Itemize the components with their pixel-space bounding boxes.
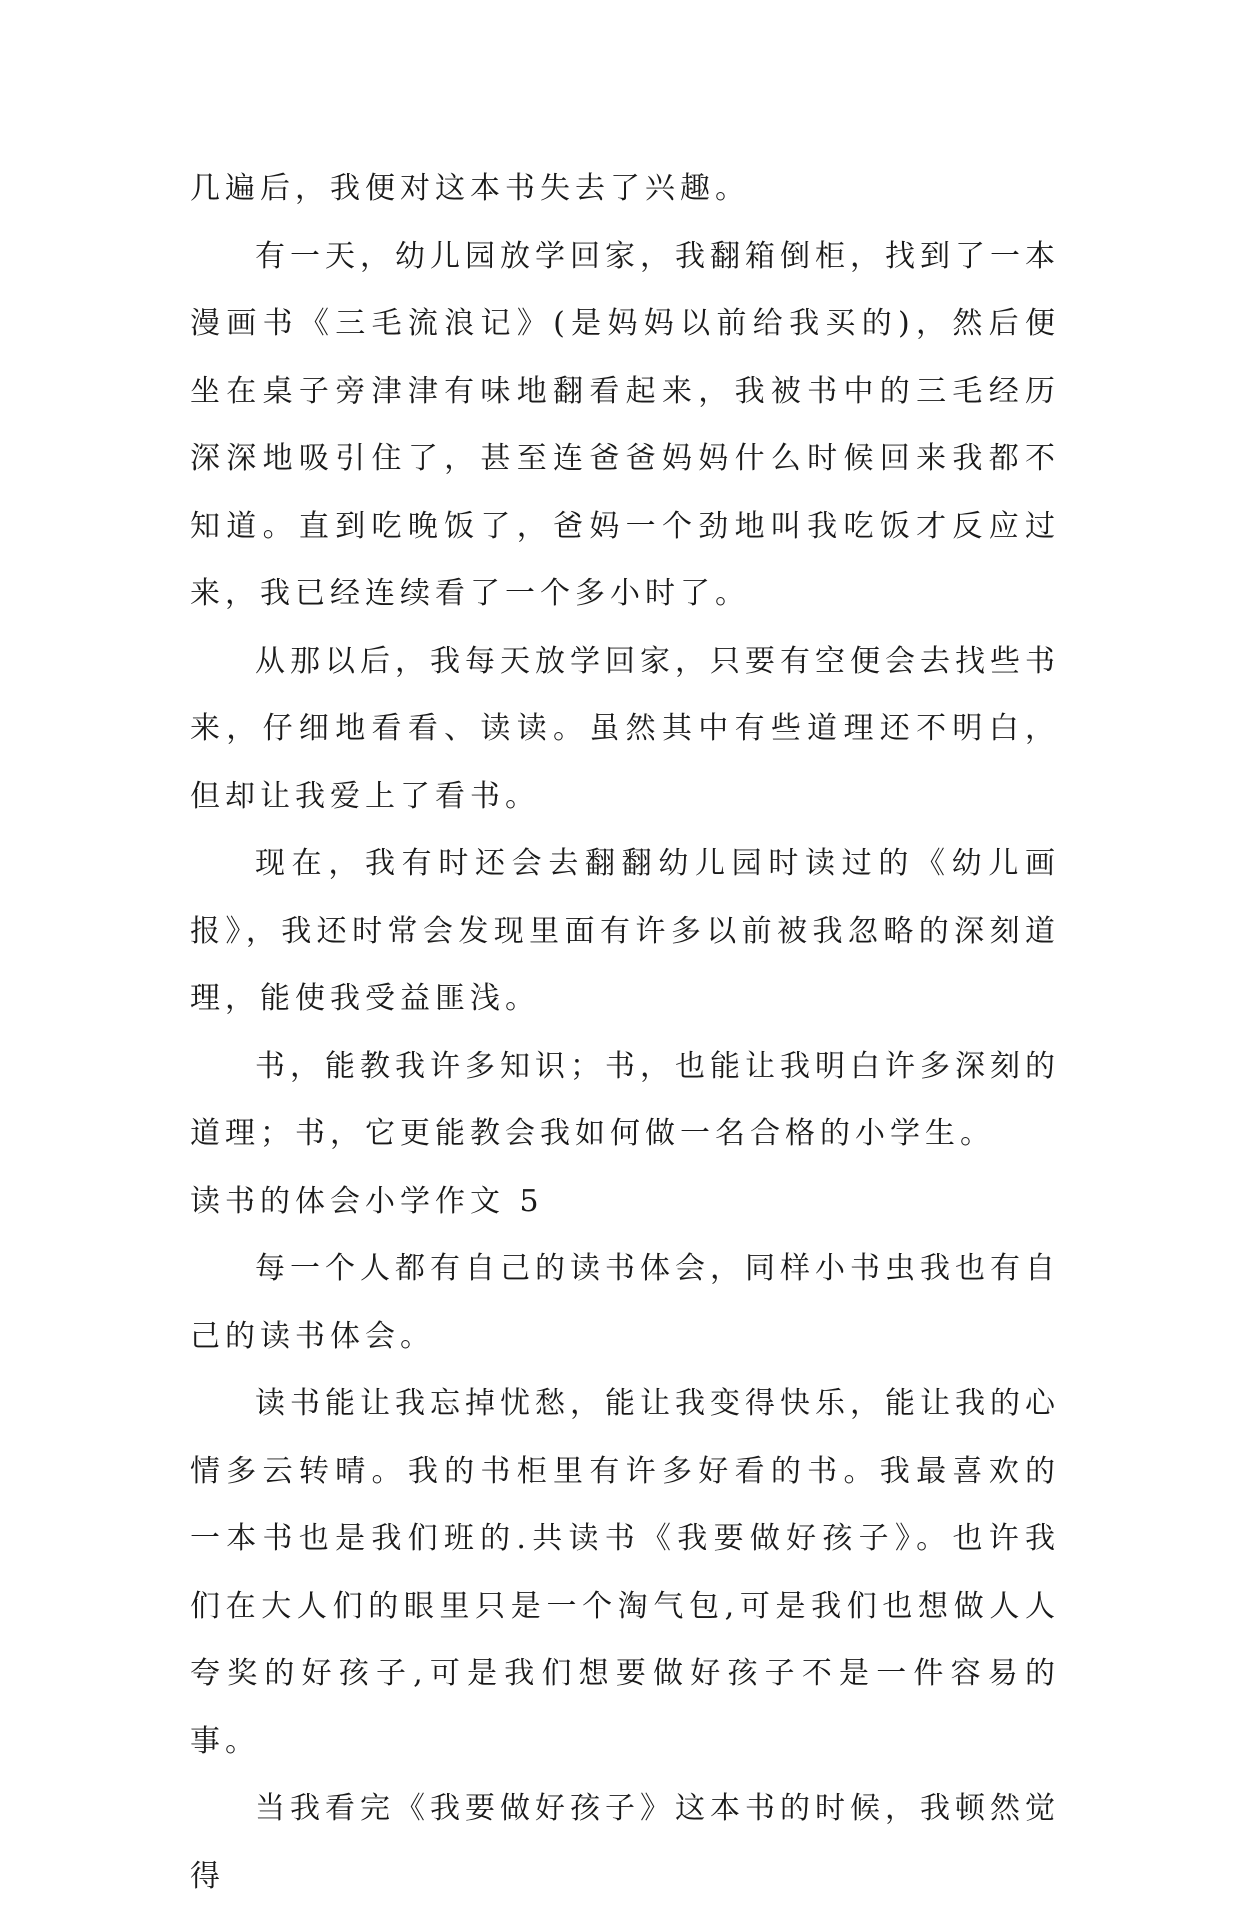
paragraph: 现在，我有时还会去翻翻幼儿园时读过的《幼儿画报》，我还时常会发现里面有许多以前被我忽略的深刻道理，能使我受益匪浅。 (190, 846, 1060, 1016)
paragraph-continuation: 几遍后，我便对这本书失去了兴趣。 (190, 171, 750, 206)
paragraph: 有一天，幼儿园放学回家，我翻箱倒柜，找到了一本漫画书《三毛流浪记》(是妈妈以前给我买的)，然后便坐在桌子旁津津有味地翻看起来，我被书中的三毛经历深深地吸引住了，甚至连爸爸妈妈什么时候回来我都不知道。直到吃晚饭了，爸妈一个劲地叫我吃饭才反应过来，我已经连续看了一个多小时了。 (190, 238, 1060, 611)
document-page (190, 155, 1060, 1910)
paragraph: 书，能教我许多知识；书，也能让我明白许多深刻的道理；书，它更能教会我如何做一名合格的小学生。 (190, 1048, 1060, 1151)
paragraph: 每一个人都有自己的读书体会，同样小书虫我也有自己的读书体会。 (190, 1251, 1060, 1354)
paragraph: 从那以后，我每天放学回家，只要有空便会去找些书来，仔细地看看、读读。虽然其中有些道理还不明白，但却让我爱上了看书。 (190, 643, 1060, 814)
section-heading: 读书的体会小学作文 5 (190, 1183, 544, 1219)
paragraph: 读书能让我忘掉忧愁，能让我变得快乐，能让我的心情多云转晴。我的书柜里有许多好看的书。我最喜欢的一本书也是我们班的.共读书《我要做好孩子》。也许我们在大人们的眼里只是一个淘气包,可是我们也想做人人夸奖的好孩子,可是我们想要做好孩子不是一件容易的事。 (190, 1386, 1060, 1759)
paragraph: 当我看完《我要做好孩子》这本书的时候，我顿然觉得 (190, 1791, 1060, 1894)
